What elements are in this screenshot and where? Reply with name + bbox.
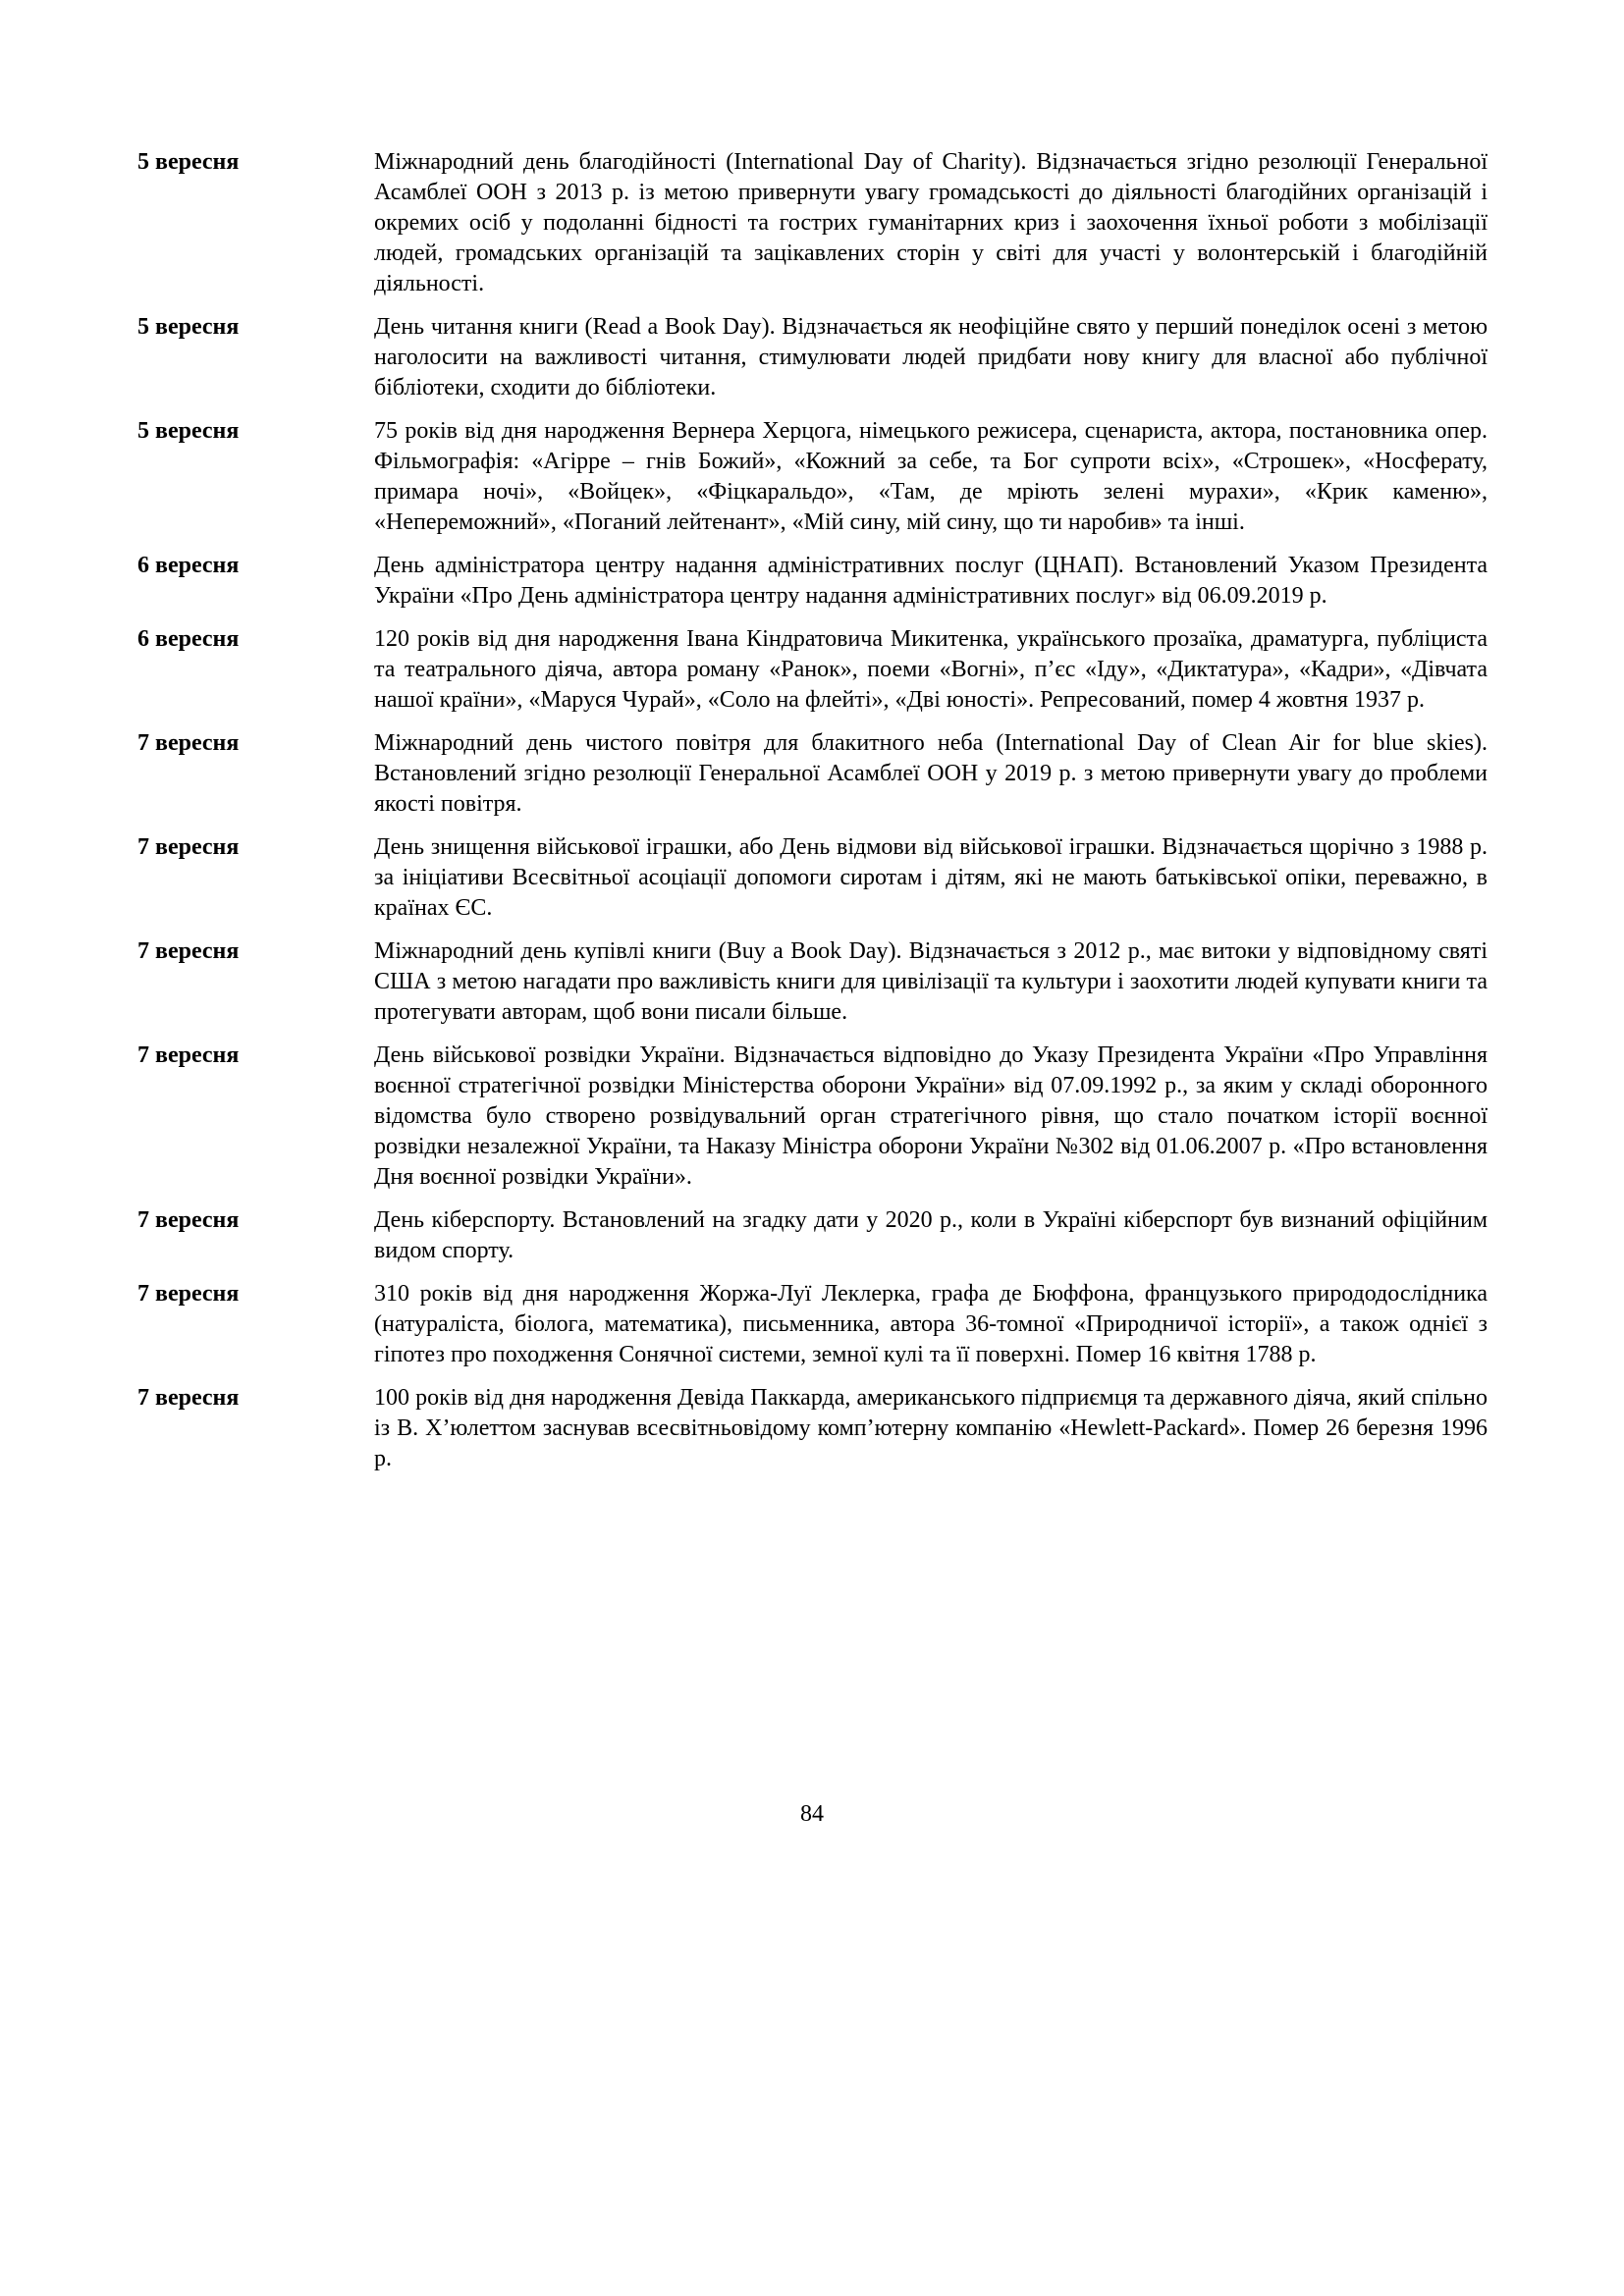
entry-date: 5 вересня [137, 149, 240, 175]
calendar-entry [137, 624, 1488, 716]
entry-description: 100 років від дня народження Девіда Паккарда, американського підприємця та державного діяча, який спільно із В. Х’юлеттом заснував всесвітньовідому комп’ютерну компанію «Hewlett-Packard». Помер 26 березня 1996 р. [374, 1385, 1488, 1471]
calendar-entries [137, 147, 1488, 1487]
entry-date: 7 вересня [137, 1042, 240, 1068]
entry-date: 5 вересня [137, 314, 240, 340]
entry-date: 7 вересня [137, 938, 240, 964]
entry-date: 7 вересня [137, 1207, 240, 1233]
entry-description: День кіберспорту. Встановлений на згадку дати у 2020 р., коли в Україні кіберспорт був визнаний офіційним видом спорту. [374, 1207, 1488, 1263]
entry-date: 6 вересня [137, 553, 240, 578]
page-number: 84 [800, 1801, 824, 1827]
entry-description: Міжнародний день купівлі книги (Buy a Book Day). Відзначається з 2012 р., має витоки у відповідному святі США з метою нагадати про важливість книги для цивілізації та культури і заохотити людей купувати книги та протегувати авторам, щоб вони писали більше. [374, 938, 1488, 1025]
entry-description: 75 років від дня народження Вернера Херцога, німецького режисера, сценариста, актора, постановника опер. Фільмографія: «Агірре – гнів Божий», «Кожний за себе, та Бог супроти всіх», «Строшек», «Носферату, примара ночі», «Войцек», «Фіцкаральдо», «Там, де мріють зелені мурахи», «Крик каменю», «Непереможний», «Поганий лейтенант», «Мій сину, мій сину, що ти наробив» та інші. [374, 418, 1488, 535]
calendar-entry [137, 1383, 1488, 1474]
calendar-entry [137, 832, 1488, 924]
entry-date: 5 вересня [137, 418, 240, 444]
entry-date: 7 вересня [137, 1281, 240, 1307]
entry-description: День військової розвідки України. Відзначається відповідно до Указу Президента України «Про Управління воєнної стратегічної розвідки Міністерства оборони України» від 07.09.1992 р., за яким у складі оборонного відомства було створено розвідувальний орган стратегічного рівня, що стало початком історії воєнної розвідки незалежної України, та Наказу Міністра оборони України №302 від 01.06.2007 р. «Про встановлення Дня воєнної розвідки України». [374, 1042, 1488, 1190]
calendar-entry [137, 1279, 1488, 1370]
entry-description: 310 років від дня народження Жоржа-Луї Леклерка, графа де Бюффона, французького природодослідника (натураліста, біолога, математика), письменника, автора 36-томної «Природничої історії», а також однієї з гіпотез про походження Сонячної системи, земної кулі та її поверхні. Помер 16 квітня 1788 р. [374, 1281, 1488, 1367]
entry-date: 7 вересня [137, 1385, 240, 1411]
calendar-entry [137, 312, 1488, 403]
entry-description: День читання книги (Read a Book Day). Відзначається як неофіційне свято у перший понеділок осені з метою наголосити на важливості читання, стимулювати людей придбати нову книгу для власної або публічної бібліотеки, сходити до бібліотеки. [374, 314, 1488, 400]
calendar-entry [137, 1041, 1488, 1193]
entry-description: День знищення військової іграшки, або День відмови від військової іграшки. Відзначається щорічно з 1988 р. за ініціативи Всесвітньої асоціації допомоги сиротам і дітям, які не мають батьківської опіки, переважно, в країнах ЄС. [374, 834, 1488, 921]
calendar-entry [137, 147, 1488, 299]
entry-date: 7 вересня [137, 730, 240, 756]
calendar-entry [137, 416, 1488, 538]
entry-date: 7 вересня [137, 834, 240, 860]
entry-description: Міжнародний день чистого повітря для блакитного неба (International Day of Clean Air for blue skies). Встановлений згідно резолюції Генеральної Асамблеї ООН у 2019 р. з метою привернути увагу до проблеми якості повітря. [374, 730, 1488, 817]
entry-description: День адміністратора центру надання адміністративних послуг (ЦНАП). Встановлений Указом Президента України «Про День адміністратора центру надання адміністративних послуг» від 06.09.2019 р. [374, 553, 1488, 609]
calendar-entry [137, 551, 1488, 612]
entry-description: Міжнародний день благодійності (International Day of Charity). Відзначається згідно резолюції Генеральної Асамблеї ООН з 2013 р. із метою привернути увагу громадськості до діяльності благодійних організацій і окремих осіб у подоланні бідності та гострих гуманітарних криз і заохочення їхньої роботи з мобілізації людей, громадських організацій та зацікавлених сторін у світі для участі у волонтерській і благодійній діяльності. [374, 149, 1488, 296]
entry-date: 6 вересня [137, 626, 240, 652]
calendar-entry [137, 1205, 1488, 1266]
entry-description: 120 років від дня народження Івана Кіндратовича Микитенка, українського прозаїка, драматурга, публіциста та театрального діяча, автора роману «Ранок», поеми «Вогні», п’єс «Іду», «Диктатура», «Кадри», «Дівчата нашої країни», «Маруся Чурай», «Соло на флейті», «Дві юності». Репресований, помер 4 жовтня 1937 р. [374, 626, 1488, 713]
calendar-entry [137, 936, 1488, 1028]
calendar-entry [137, 728, 1488, 820]
